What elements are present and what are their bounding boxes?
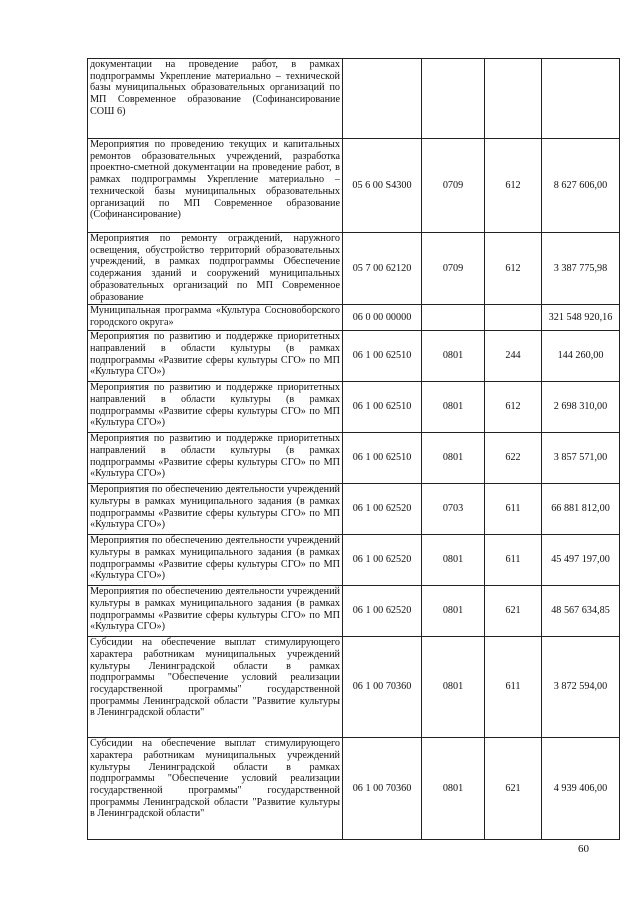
expense-type-cell: 612 (485, 139, 542, 233)
table-row (88, 433, 620, 484)
amount-cell: 3 387 775,98 (542, 233, 620, 305)
item-name-cell: Мероприятия по ремонту ограждений, наружного освещения, обустройство территорий образовательных учреждений, в рамках подпрограммы Обеспечение содержания зданий и сооружений муниципальных образовательных организаций по МП Современное образование (88, 233, 343, 305)
budget-table-container (87, 58, 619, 840)
table-row (88, 484, 620, 535)
table-row (88, 331, 620, 382)
page-number: 60 (578, 843, 589, 855)
amount-cell: 66 881 812,00 (542, 484, 620, 535)
target-code-cell: 06 0 00 00000 (343, 305, 422, 331)
expense-type-cell: 611 (485, 484, 542, 535)
table-row (88, 382, 620, 433)
table-row (88, 59, 620, 139)
target-code-cell: 06 1 00 62510 (343, 382, 422, 433)
section-code-cell: 0801 (422, 331, 485, 382)
item-name-cell: Мероприятия по развитию и поддержке приоритетных направлений в области культуры (в рамках подпрограммы «Развитие сферы культуры СГО» по МП «Культура СГО») (88, 331, 343, 382)
item-name-cell: Мероприятия по развитию и поддержке приоритетных направлений в области культуры (в рамках подпрограммы «Развитие сферы культуры СГО» по МП «Культура СГО») (88, 433, 343, 484)
section-code-cell (422, 59, 485, 139)
item-name-cell: Мероприятия по обеспечению деятельности учреждений культуры в рамках муниципального задания (в рамках подпрограммы «Развитие сферы культуры СГО» по МП «Культура СГО») (88, 535, 343, 586)
expense-type-cell: 244 (485, 331, 542, 382)
target-code-cell: 06 1 00 70360 (343, 738, 422, 840)
item-name-cell: документации на проведение работ, в рамках подпрограммы Укрепление материально – технической базы муниципальных образовательных организаций по МП Современное образование (Софинансирование СОШ 6) (88, 59, 343, 139)
section-code-cell: 0709 (422, 233, 485, 305)
item-name-cell: Мероприятия по развитию и поддержке приоритетных направлений в области культуры (в рамках подпрограммы «Развитие сферы культуры СГО» по МП «Культура СГО») (88, 382, 343, 433)
item-name-cell: Мероприятия по обеспечению деятельности учреждений культуры в рамках муниципального задания (в рамках подпрограммы «Развитие сферы культуры СГО» по МП «Культура СГО») (88, 586, 343, 637)
table-row (88, 233, 620, 305)
expense-type-cell: 611 (485, 535, 542, 586)
section-code-cell: 0801 (422, 586, 485, 637)
table-row (88, 535, 620, 586)
section-code-cell: 0801 (422, 535, 485, 586)
target-code-cell: 05 6 00 S4300 (343, 139, 422, 233)
expense-type-cell: 612 (485, 382, 542, 433)
section-code-cell: 0801 (422, 637, 485, 738)
amount-cell: 3 857 571,00 (542, 433, 620, 484)
target-code-cell: 05 7 00 62120 (343, 233, 422, 305)
amount-cell: 144 260,00 (542, 331, 620, 382)
expense-type-cell: 621 (485, 586, 542, 637)
amount-cell: 2 698 310,00 (542, 382, 620, 433)
table-row (88, 738, 620, 840)
amount-cell: 8 627 606,00 (542, 139, 620, 233)
target-code-cell: 06 1 00 62520 (343, 484, 422, 535)
table-row (88, 139, 620, 233)
section-code-cell: 0801 (422, 382, 485, 433)
target-code-cell: 06 1 00 62520 (343, 535, 422, 586)
item-name-cell: Субсидии на обеспечение выплат стимулирующего характера работникам муниципальных учреждений культуры Ленинградской области в рамках подпрограммы "Обеспечение условий реализации государственной программы" государственной программы Ленинградской области "Развитие культуры в Ленинградской области" (88, 637, 343, 738)
target-code-cell: 06 1 00 62510 (343, 331, 422, 382)
expense-type-cell: 611 (485, 637, 542, 738)
section-code-cell: 0709 (422, 139, 485, 233)
budget-table-body (88, 59, 620, 840)
table-row (88, 305, 620, 331)
section-code-cell: 0703 (422, 484, 485, 535)
expense-type-cell: 622 (485, 433, 542, 484)
table-row (88, 637, 620, 738)
amount-cell: 4 939 406,00 (542, 738, 620, 840)
target-code-cell: 06 1 00 62520 (343, 586, 422, 637)
expense-type-cell: 621 (485, 738, 542, 840)
item-name-cell: Муниципальная программа «Культура Сосновоборского городского округа» (88, 305, 343, 331)
amount-cell: 321 548 920,16 (542, 305, 620, 331)
expense-type-cell (485, 59, 542, 139)
section-code-cell: 0801 (422, 433, 485, 484)
table-row (88, 586, 620, 637)
section-code-cell (422, 305, 485, 331)
amount-cell (542, 59, 620, 139)
item-name-cell: Субсидии на обеспечение выплат стимулирующего характера работникам муниципальных учреждений культуры Ленинградской области в рамках подпрограммы "Обеспечение условий реализации государственной программы" государственной программы Ленинградской области "Развитие культуры в Ленинградской области" (88, 738, 343, 840)
expense-type-cell (485, 305, 542, 331)
expense-type-cell: 612 (485, 233, 542, 305)
amount-cell: 45 497 197,00 (542, 535, 620, 586)
amount-cell: 3 872 594,00 (542, 637, 620, 738)
target-code-cell: 06 1 00 70360 (343, 637, 422, 738)
item-name-cell: Мероприятия по проведению текущих и капитальных ремонтов образовательных учреждений, разработка проектно-сметной документации на проведение работ, в рамках подпрограммы Укрепление материально – технической базы муниципальных образовательных организаций по МП Современное образование (Софинансирование) (88, 139, 343, 233)
target-code-cell: 06 1 00 62510 (343, 433, 422, 484)
section-code-cell: 0801 (422, 738, 485, 840)
target-code-cell (343, 59, 422, 139)
item-name-cell: Мероприятия по обеспечению деятельности учреждений культуры в рамках муниципального задания (в рамках подпрограммы «Развитие сферы культуры СГО» по МП «Культура СГО») (88, 484, 343, 535)
amount-cell: 48 567 634,85 (542, 586, 620, 637)
budget-table (87, 58, 620, 840)
